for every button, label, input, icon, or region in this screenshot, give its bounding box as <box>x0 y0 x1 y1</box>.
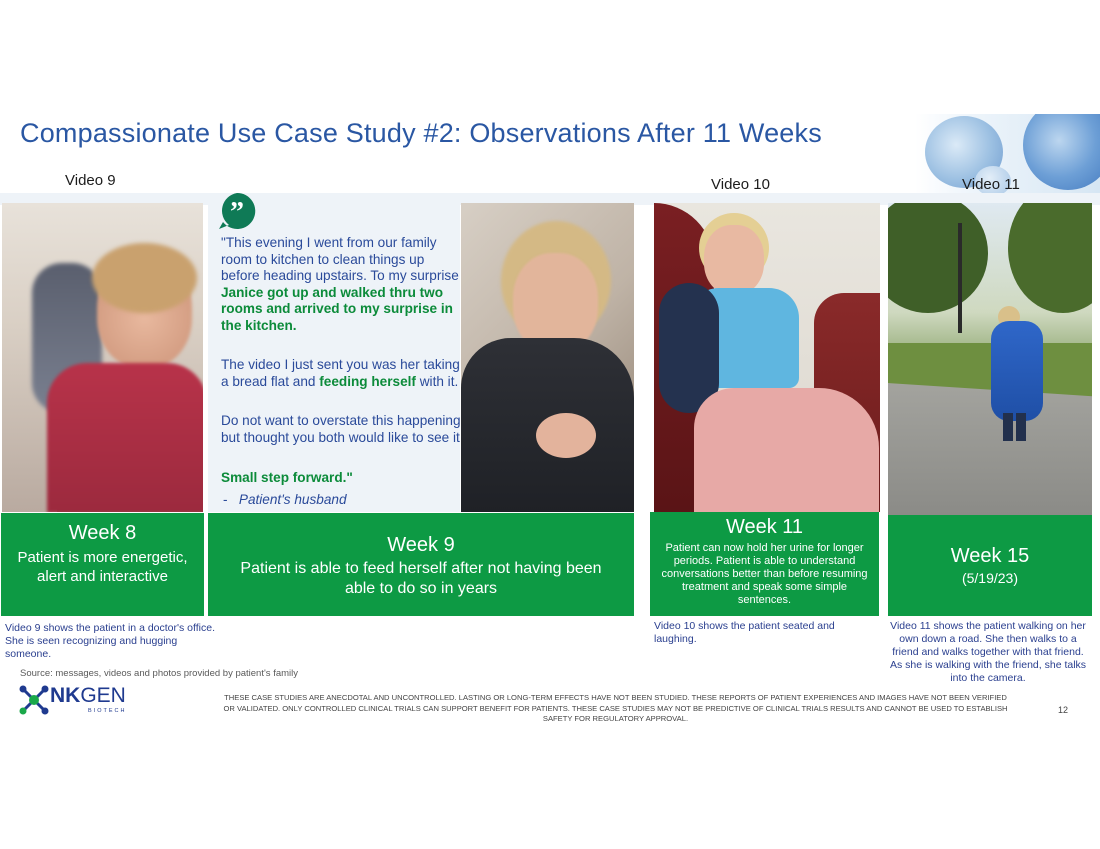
week-label: Week 9 <box>387 534 455 556</box>
week-9-box <box>208 513 634 616</box>
logo-subtitle: BIOTECH <box>88 708 127 714</box>
disclaimer: THESE CASE STUDIES ARE ANECDOTAL AND UNCONTROLLED. LASTING OR LONG-TERM EFFECTS HAVE NOT BEEN STUDIED. THESE REPORTS OF PATIENT EXPERIENCES AND IMAGES HAVE NOT BEEN VERIFIED OR VALIDATED. ONLY CONTROLLED CLINICAL TRIALS CAN SUPPORT BENEFIT FOR PATIENTS. THESE CASE STUDIES MAY NOT BE PREDICTIVE OF CLINICAL TRIALS RESULTS AND CANNOT BE USED TO ESTABLISH SAFETY FOR REGULATORY APPROVAL. <box>223 693 1008 723</box>
page-title: Compassionate Use Case Study #2: Observations After 11 Weeks <box>20 118 822 148</box>
video-11-label: Video 11 <box>962 176 1020 193</box>
svg-text:”: ” <box>230 197 244 228</box>
video-10-photo[interactable] <box>654 203 880 512</box>
video-10-label: Video 10 <box>711 176 770 193</box>
page-number: 12 <box>1058 705 1069 715</box>
attribution-dash: - <box>223 492 228 507</box>
week-label: Week 8 <box>68 522 137 544</box>
logo-molecule-icon <box>18 684 50 716</box>
video-9-feeding-photo[interactable] <box>461 203 634 512</box>
quote-paragraph-2 <box>221 357 461 390</box>
video-9-caption: Video 9 shows the patient in a doctor's office. She is seen recognizing and hugging someone. <box>5 622 215 660</box>
week-label: Week 15 <box>950 545 1030 567</box>
nkgen-logo <box>18 684 138 718</box>
logo-gen: GEN <box>80 684 126 707</box>
week-description: (5/19/23) <box>961 570 1019 586</box>
week-15-box <box>888 515 1092 616</box>
video-11-caption: Video 11 shows the patient walking on her own down a road. She then walks to a friend and walks together with that friend. As she is walking with the friend, she talks into the camera. <box>889 620 1087 684</box>
video-10-caption: Video 10 shows the patient seated and laughing. <box>654 620 835 645</box>
video-9-label: Video 9 <box>65 172 116 189</box>
week-label: Week 11 <box>725 516 804 538</box>
quote-text: with it. <box>415 373 459 389</box>
video-9-photo[interactable] <box>2 203 203 512</box>
video-11-photo[interactable] <box>888 203 1092 515</box>
quote-highlight: feeding herself <box>319 373 416 389</box>
quote-text: "This evening I went from our family room to kitchen to clean things up before heading upstairs. To my surprise <box>221 235 459 283</box>
quote-paragraph-1 <box>221 235 461 334</box>
week-description: Patient can now hold her urine for longer periods. Patient is able to understand conversations better than before resuming treatment and speak some simple sentences. <box>661 542 868 606</box>
logo-nk: NK <box>50 684 81 707</box>
week-description: Patient is more energetic, alert and interactive <box>17 549 188 585</box>
quote-icon <box>217 191 257 231</box>
quote-highlight: Janice got up and walked thru two rooms and arrived to my surprise in the kitchen. <box>221 284 453 333</box>
quote-text: The video I just sent you was her taking a bread flat and <box>221 357 460 389</box>
week-description: Patient is able to feed herself after not having been able to do so in years <box>240 560 602 597</box>
source-note: Source: messages, videos and photos provided by patient's family <box>20 668 298 679</box>
attribution-text: Patient's husband <box>238 492 347 507</box>
week-8-box <box>1 513 204 616</box>
quote-attribution <box>223 492 463 509</box>
quote-paragraph-4: Small step forward." <box>221 470 353 485</box>
week-11-box <box>650 512 879 616</box>
quote-paragraph-3: Do not want to overstate this happening but thought you both would like to see it <box>221 413 461 445</box>
logo-wordmark <box>50 684 126 708</box>
